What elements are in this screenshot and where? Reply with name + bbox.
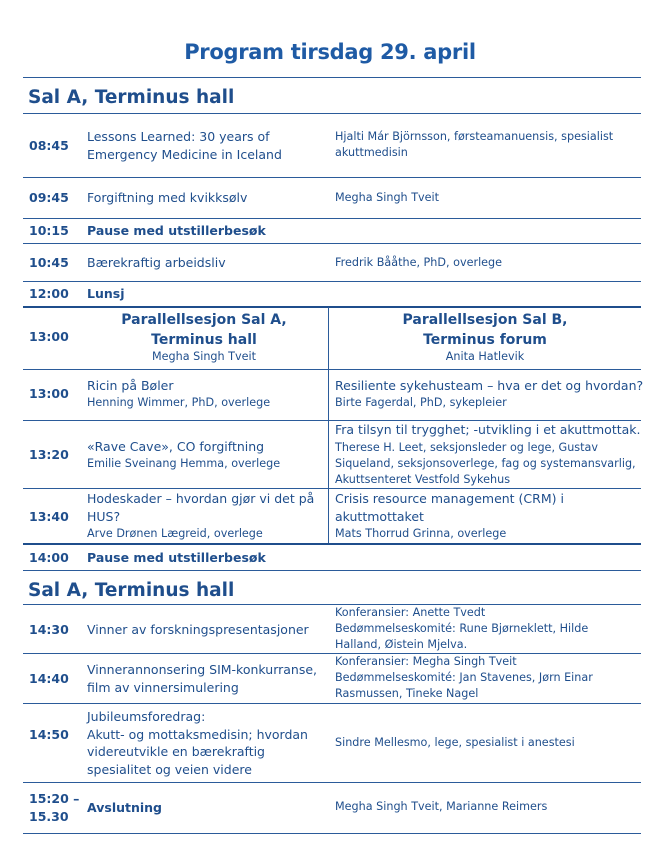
speaker: Fredrik Bååthe, PhD, overlege <box>335 256 503 269</box>
divider <box>23 77 641 78</box>
speaker-a: Arve Drønen Lægreid, overlege <box>87 527 263 540</box>
session-a-heading: Parallellsesjon Sal A, Terminus hall <box>121 312 287 348</box>
speaker-a: Emilie Sveinang Hemma, overlege <box>87 457 281 470</box>
talk-title: Bærekraftig arbeidsliv <box>87 255 226 270</box>
divider <box>23 306 641 308</box>
time-slot: 13:00 <box>29 329 69 344</box>
divider <box>23 281 641 282</box>
time-slot: 13:00 <box>29 386 69 401</box>
time-slot: 13:40 <box>29 509 69 524</box>
speaker-b: Birte Fagerdal, PhD, sykepleier <box>335 396 507 409</box>
talk-title-a: Hodeskader – hvordan gjør vi det på HUS? <box>87 491 315 524</box>
talk-title-a: Ricin på Bøler <box>87 378 174 393</box>
session-a-chair: Megha Singh Tveit <box>151 350 257 363</box>
talk-title: Lessons Learned: 30 years of Emergency Medicine in Iceland <box>87 129 282 162</box>
page-title: Program tirsdag 29. april <box>184 40 476 64</box>
divider <box>23 833 641 834</box>
time-slot: 14:30 <box>29 622 69 637</box>
section-heading: Sal A, Terminus hall <box>28 580 235 601</box>
talk-title: Forgiftning med kvikksølv <box>87 190 248 205</box>
time-slot: 09:45 <box>29 190 69 205</box>
speaker: Megha Singh Tveit, Marianne Reimers <box>335 800 548 813</box>
divider <box>23 782 641 783</box>
talk-title-b: Resiliente sykehusteam – hva er det og hvordan? <box>335 378 644 393</box>
speaker: Hjalti Már Björnsson, førsteamanuensis, spesialist akuttmedisin <box>335 130 614 159</box>
divider <box>23 570 641 571</box>
speaker: Konferansier: Megha Singh Tveit Bedømmelseskomité: Jan Stavenes, Jørn Einar Rasmussen, Tineke Nagel <box>335 655 593 700</box>
talk-title-b: Crisis resource management (CRM) i akuttmottaket <box>335 491 564 524</box>
speaker-a: Henning Wimmer, PhD, overlege <box>87 396 271 409</box>
divider <box>23 218 641 219</box>
session-b-heading: Parallellsesjon Sal B, Terminus forum <box>402 312 568 348</box>
speaker: Konferansier: Anette Tvedt Bedømmelseskomité: Rune Bjørneklett, Hilde Halland, Øistein Mjelva. <box>335 606 589 651</box>
speaker: Sindre Mellesmo, lege, spesialist i anestesi <box>335 736 575 749</box>
lunch-label: Lunsj <box>87 286 125 301</box>
time-slot: 08:45 <box>29 138 69 153</box>
talk-title-b: Fra tilsyn til trygghet; -utvikling i et akuttmottak. <box>335 422 641 437</box>
divider <box>23 543 641 545</box>
time-slot: 14:50 <box>29 727 69 742</box>
divider <box>23 488 641 489</box>
divider <box>23 113 641 114</box>
section-heading: Sal A, Terminus hall <box>28 87 235 108</box>
divider <box>23 177 641 178</box>
time-slot: 14:00 <box>29 550 69 565</box>
session-b-chair: Anita Hatlevik <box>445 350 525 363</box>
column-divider <box>328 307 329 544</box>
talk-title: Avslutning <box>87 800 163 815</box>
speaker-b: Therese H. Leet, seksjonsleder og lege, Gustav Siqueland, seksjonsoverlege, fag og systemansvarlig, Akuttsenteret Vestfold Sykehus <box>335 441 636 486</box>
time-slot: 12:00 <box>29 286 69 301</box>
time-slot: 14:40 <box>29 671 69 686</box>
talk-title: Vinner av forskningspresentasjoner <box>87 622 309 637</box>
divider <box>23 703 641 704</box>
break-label: Pause med utstillerbesøk <box>87 550 266 565</box>
talk-title: Vinnerannonsering SIM-konkurranse, film av vinnersimulering <box>87 662 318 695</box>
time-slot: 10:45 <box>29 255 69 270</box>
time-slot: 15:20 – 15.30 <box>29 791 80 824</box>
break-label: Pause med utstillerbesøk <box>87 223 266 238</box>
speaker: Megha Singh Tveit <box>335 191 440 204</box>
speaker-b: Mats Thorrud Grinna, overlege <box>335 527 507 540</box>
time-slot: 13:20 <box>29 447 69 462</box>
talk-title: Jubileumsforedrag: Akutt- og mottaksmedisin; hvordan videreutvikle en bærekraftig spesialitet og veien videre <box>87 709 308 777</box>
divider <box>23 243 641 244</box>
divider <box>23 369 641 370</box>
time-slot: 10:15 <box>29 223 69 238</box>
talk-title-a: «Rave Cave», CO forgiftning <box>87 439 265 454</box>
